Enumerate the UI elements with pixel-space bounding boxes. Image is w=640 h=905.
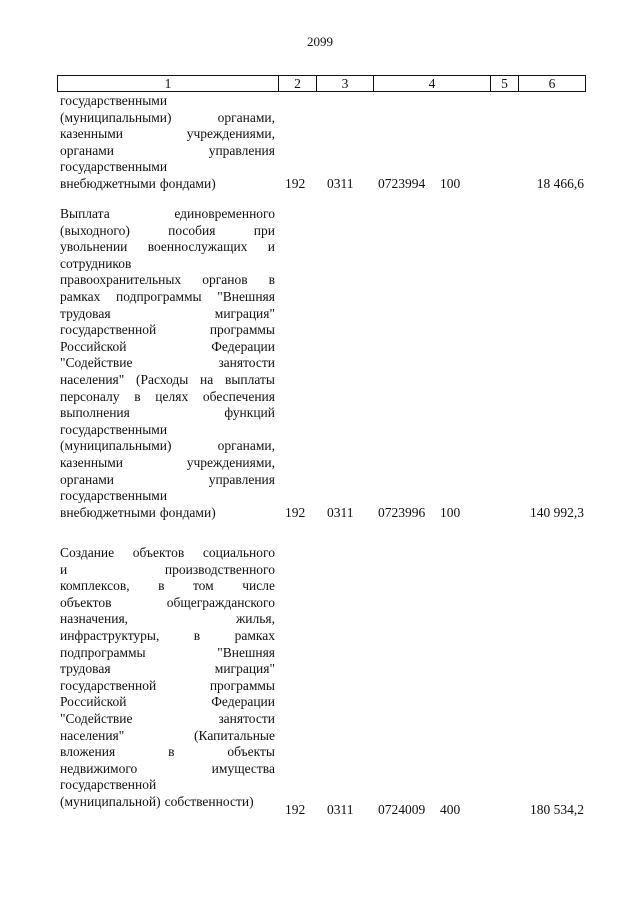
cell-col-4: 0723994 xyxy=(378,176,426,191)
description-line: "Содействие занятости xyxy=(60,710,275,726)
description-line: инфраструктуры, в рамках xyxy=(60,627,275,643)
cell-col-6: 18 466,6 xyxy=(536,176,584,191)
header-col-4: 4 xyxy=(374,76,491,91)
header-col-2: 2 xyxy=(279,76,317,91)
description-line: и производственного xyxy=(60,561,275,577)
cell-col-2: 192 xyxy=(285,802,306,817)
header-col-3: 3 xyxy=(317,76,374,91)
description-line: казенными учреждениями, xyxy=(60,126,275,142)
description-line: назначения, жилья, xyxy=(60,611,275,627)
cell-col-2: 192 xyxy=(285,176,306,191)
cell-col-6: 140 992,3 xyxy=(530,505,584,520)
header-col-6: 6 xyxy=(548,76,556,91)
description-line: государственными xyxy=(60,421,168,437)
description-line: внебюджетными фондами) xyxy=(60,175,216,191)
description-line: (муниципальной) собственности) xyxy=(60,793,254,809)
description-line: (муниципальными) органами, xyxy=(60,438,275,454)
description-line: населения" (Капитальные xyxy=(60,727,275,743)
description-line: Российской Федерации xyxy=(60,694,275,710)
description-line: органами управления xyxy=(60,142,275,158)
header-col-5: 5 xyxy=(491,76,519,91)
cell-col-6: 180 534,2 xyxy=(530,802,584,817)
cell-col-4: 0724009 xyxy=(378,802,426,817)
description-line: "Содействие занятости xyxy=(60,355,275,371)
cell-col-3: 0311 xyxy=(327,802,354,817)
description-line: государственными xyxy=(60,93,168,108)
cell-col-2: 192 xyxy=(285,505,306,520)
description-line: правоохранительных органов в xyxy=(60,272,275,288)
cell-col-3: 0311 xyxy=(327,505,354,520)
description-line: Российской Федерации xyxy=(60,338,275,354)
cell-col-5: 100 xyxy=(440,176,461,191)
description-line: внебюджетными фондами) xyxy=(60,504,216,520)
description-line: органами управления xyxy=(60,471,275,487)
cell-col-5: 100 xyxy=(440,505,461,520)
description-line: выполнения функций xyxy=(60,405,275,421)
table-header-row xyxy=(57,75,586,92)
description-line: комплексов, в том числе xyxy=(60,578,275,594)
description-line: подпрограммы "Внешняя xyxy=(60,644,275,660)
cell-col-4: 0723996 xyxy=(378,505,426,520)
description-line: увольнении военнослужащих и xyxy=(60,239,275,255)
description-line: трудовая миграция" xyxy=(60,661,275,677)
row-description xyxy=(60,93,275,193)
description-line: населения" (Расходы на выплаты xyxy=(60,371,275,387)
description-line: государственной xyxy=(60,777,157,793)
description-line: казенными учреждениями, xyxy=(60,454,275,470)
description-line: государственной программы xyxy=(60,677,275,693)
description-line: объектов общегражданского xyxy=(60,594,275,610)
header-col-1: 1 xyxy=(58,76,279,91)
description-line: трудовая миграция" xyxy=(60,305,275,321)
page-number: 2099 xyxy=(307,34,333,49)
description-line: рамках подпрограммы "Внешняя xyxy=(60,288,275,304)
description-line: государственными xyxy=(60,488,168,504)
cell-col-3: 0311 xyxy=(327,176,354,191)
row-description xyxy=(60,545,275,811)
row-description xyxy=(60,206,275,521)
description-line: государственной программы xyxy=(60,322,275,338)
description-line: сотрудников xyxy=(60,255,132,271)
description-line: персоналу в целях обеспечения xyxy=(60,388,275,404)
description-line: (муниципальными) органами, xyxy=(60,109,275,125)
cell-col-5: 400 xyxy=(440,802,461,817)
description-line: (выходного) пособия при xyxy=(60,222,275,238)
description-line: вложения в объекты xyxy=(60,744,275,760)
description-line: Создание объектов социального xyxy=(60,545,275,560)
description-line: государственными xyxy=(60,159,168,175)
description-line: Выплата единовременного xyxy=(60,206,275,221)
description-line: недвижимого имущества xyxy=(60,760,275,776)
